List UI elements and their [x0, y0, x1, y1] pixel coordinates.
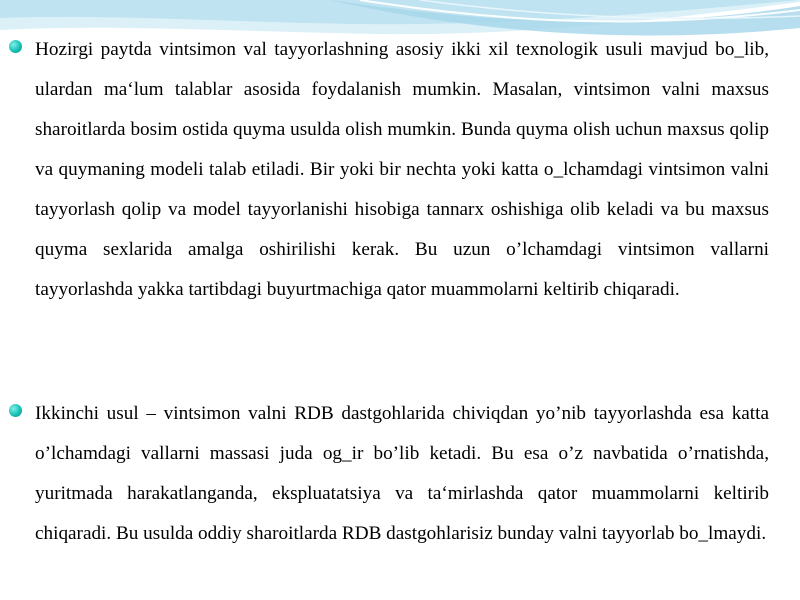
teal-circle-bullet-icon [9, 404, 22, 417]
body-paragraph-2: Ikkinchi usul – vintsimon valni RDB dastgohlarida chiviqdan yo’nib tayyorlashda esa katta o’lchamdagi vallarni massasi juda og_ir bo’lib ketadi. Bu esa o’z navbatida o’rnatishda, yuritmada harakatlanganda, ekspluatatsiya va ta‘mirlashda qator muammolarni keltirib chiqaradi. Bu usulda oddiy sharoitlarda RDB dastgohlarisiz bunday valni tayyorlab bo_lmaydi. [35, 403, 769, 544]
teal-circle-bullet-icon [9, 40, 22, 53]
body-paragraph-1: Hozirgi paytda vintsimon val tayyorlashning asosiy ikki xil texnologik usuli mavjud bo_lib, ulardan ma‘lum talablar asosida foydalanish mumkin. Masalan, vintsimon valni maxsus sharoitlarda bosim ostida quyma usulda olish mumkin. Bunda quyma olish uchun maxsus qolip va quymaning modeli talab etiladi. Bir yoki bir nechta yoki katta o_lchamdagi vintsimon valni tayyorlash qolip va model tayyorlanishi hisobiga tannarx oshishiga olib keladi va bu maxsus quyma sexlarida amalga oshirilishi kerak. Bu uzun o’lchamdagi vintsimon vallarni tayyorlashda yakka tartibdagi buyurtmachiga qator muammolarni keltirib chiqaradi. [35, 39, 769, 300]
